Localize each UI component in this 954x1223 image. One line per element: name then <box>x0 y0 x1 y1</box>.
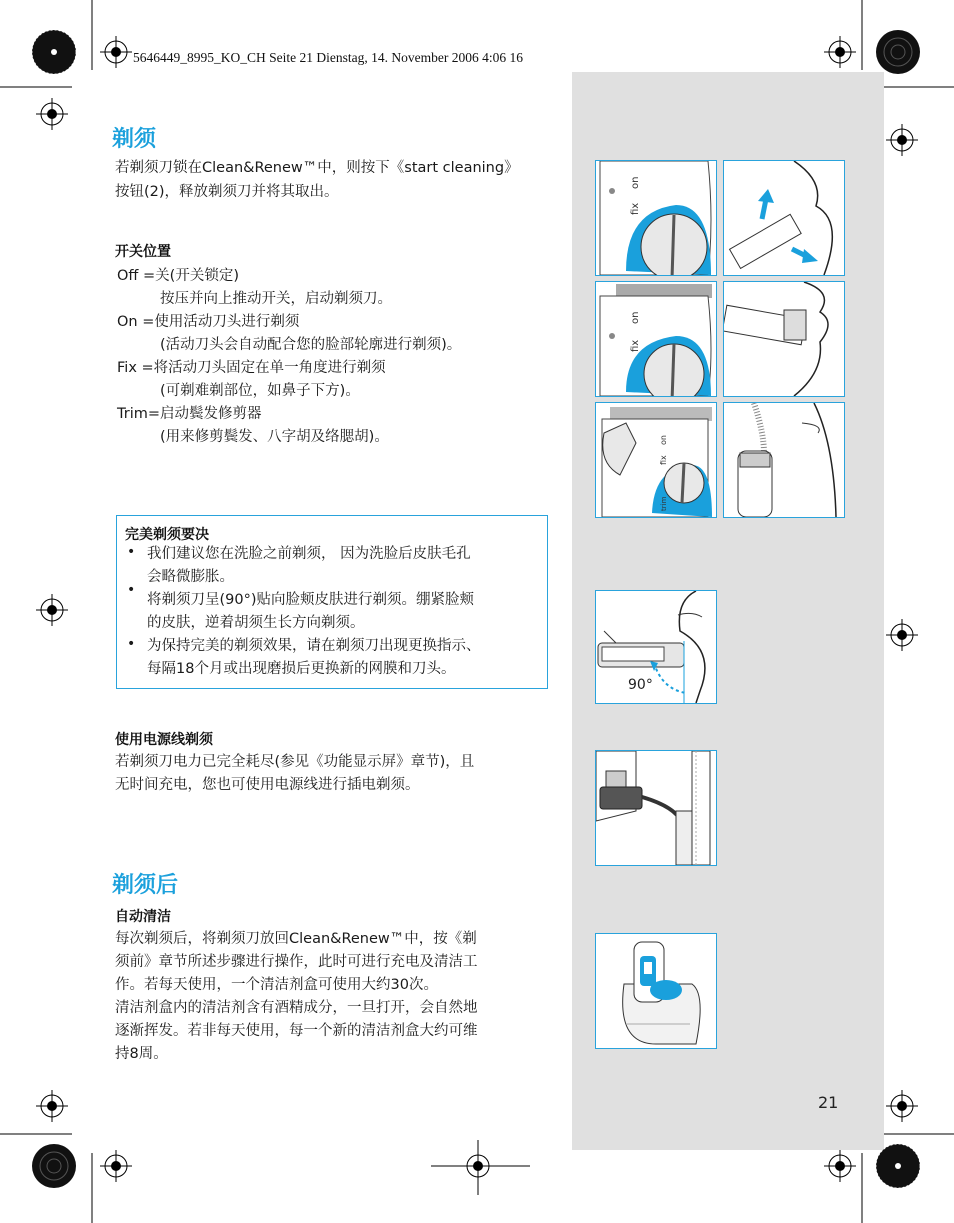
figure-fix-under-nose <box>723 281 845 397</box>
figure-clean-station <box>595 933 717 1049</box>
registration-target-l2 <box>36 594 68 626</box>
bullet-dot: • <box>127 636 136 652</box>
switch-note-off: 按压并向上推动开关，启动剃须刀。 <box>160 291 392 307</box>
cord-line-1: 若剃须刀电力已完全耗尽(参见《功能显示屏》章节)，且 <box>115 754 475 770</box>
print-header: 5646449_8995_KO_CH Seite 21 Dienstag, 14. November 2006 4:06 16 <box>133 50 523 65</box>
auto-clean-heading: 自动清洁 <box>115 909 171 925</box>
label-on: on <box>659 435 668 445</box>
label-on: on <box>630 176 641 189</box>
switch-item-off <box>117 265 239 288</box>
registration-target-r1 <box>886 124 918 156</box>
cord-heading: 使用电源线剃须 <box>115 732 213 748</box>
bullet-dot: • <box>127 544 136 560</box>
after-line-1: 每次剃须后，将剃须刀放回Clean&Renew™中，按《剃 <box>115 931 477 947</box>
figure-switch-on <box>595 281 717 397</box>
figure-trimming-sideburn <box>723 402 845 518</box>
switch-item-on <box>117 311 299 334</box>
label-on: on <box>630 311 641 324</box>
tip-3-line-2: 每隔18个月或出现磨损后更换新的网膜和刀头。 <box>147 661 456 677</box>
switch-item-fix <box>117 357 386 380</box>
registration-target-br <box>824 1150 856 1182</box>
switch-desc: =将活动刀头固定在单一角度进行剃须 <box>136 360 386 376</box>
bullet-dot: • <box>127 582 136 598</box>
tips-box <box>116 515 548 689</box>
star-wheel-bl <box>32 1144 76 1188</box>
registration-target-tr <box>824 36 856 68</box>
switch-key: Fix <box>117 360 137 376</box>
figure-switch-trim <box>595 402 717 518</box>
tip-2-line-2: 的皮肤，逆着胡须生长方向剃须。 <box>147 615 365 631</box>
registration-target-r3 <box>886 1090 918 1122</box>
label-trim: trim <box>660 496 668 511</box>
switch-desc: =使用活动刀头进行剃须 <box>137 314 300 330</box>
switch-heading: 开关位置 <box>115 244 171 260</box>
figure-power-cord <box>595 750 717 866</box>
registration-target-l3 <box>36 1090 68 1122</box>
tip-2-line-1: 将剃须刀呈(90°)贴向脸颊皮肤进行剃须。绷紧脸颊 <box>147 592 475 608</box>
switch-desc: =启动鬓发修剪器 <box>147 406 262 422</box>
figure-remove-shaver <box>723 160 845 276</box>
tip-1-line-1: 我们建议您在洗脸之前剃须， 因为洗脸后皮肤毛孔 <box>147 546 471 562</box>
tip-3-line-1: 为保持完美的剃须效果，请在剃须刀出现更换指示、 <box>147 638 481 654</box>
switch-item-trim <box>117 403 262 426</box>
label-fix: fix <box>630 339 641 352</box>
tip-1-line-2: 会略微膨胀。 <box>147 569 234 585</box>
figure-switch-off <box>595 160 717 276</box>
section-title-shaving: 剃须 <box>112 127 157 152</box>
switch-key: Trim <box>117 406 148 422</box>
switch-desc: =关(开关锁定) <box>138 268 239 284</box>
registration-target-bl <box>100 1150 132 1182</box>
after-line-2: 须前》章节所述步骤进行操作，此时可进行充电及清洁工 <box>115 954 478 970</box>
registration-target-r2 <box>886 619 918 651</box>
label-fix: fix <box>659 455 668 465</box>
star-wheel-br <box>876 1144 920 1188</box>
switch-note-fix: (可剃难剃部位，如鼻子下方)。 <box>160 383 360 399</box>
intro-line-2: 按钮(2)，释放剃须刀并将其取出。 <box>115 184 339 200</box>
after-line-5: 逐渐挥发。若非每天使用，每一个新的清洁剂盒大约可维 <box>115 1023 478 1039</box>
page-number: 21 <box>818 1093 839 1112</box>
after-line-4: 清洁剂盒内的清洁剂含有酒精成分，一旦打开，会自然地 <box>115 1000 478 1016</box>
registration-target-tl <box>100 36 132 68</box>
switch-key: Off <box>117 268 139 284</box>
angle-label: 90° <box>628 677 653 693</box>
switch-key: On <box>117 314 138 330</box>
switch-note-trim: (用来修剪鬓发、八字胡及络腮胡)。 <box>160 429 389 445</box>
figure-90-degree <box>595 590 717 704</box>
label-fix: fix <box>630 202 641 215</box>
after-line-6: 持8周。 <box>115 1046 168 1062</box>
tips-title: 完美剃须要决 <box>125 527 209 543</box>
cord-line-2: 无时间充电，您也可使用电源线进行插电剃须。 <box>115 777 420 793</box>
after-line-3: 作。若每天使用，一个清洁剂盒可使用大约30次。 <box>115 977 438 993</box>
star-wheel-tr <box>876 30 920 74</box>
section-title-after-shave: 剃须后 <box>112 873 179 898</box>
registration-target-l1 <box>36 98 68 130</box>
star-wheel-tl <box>32 30 76 74</box>
intro-line-1: 若剃须刀锁在Clean&Renew™中，则按下《start cleaning》 <box>115 160 519 176</box>
switch-note-on: (活动刀头会自动配合您的脸部轮廓进行剃须)。 <box>160 337 462 353</box>
